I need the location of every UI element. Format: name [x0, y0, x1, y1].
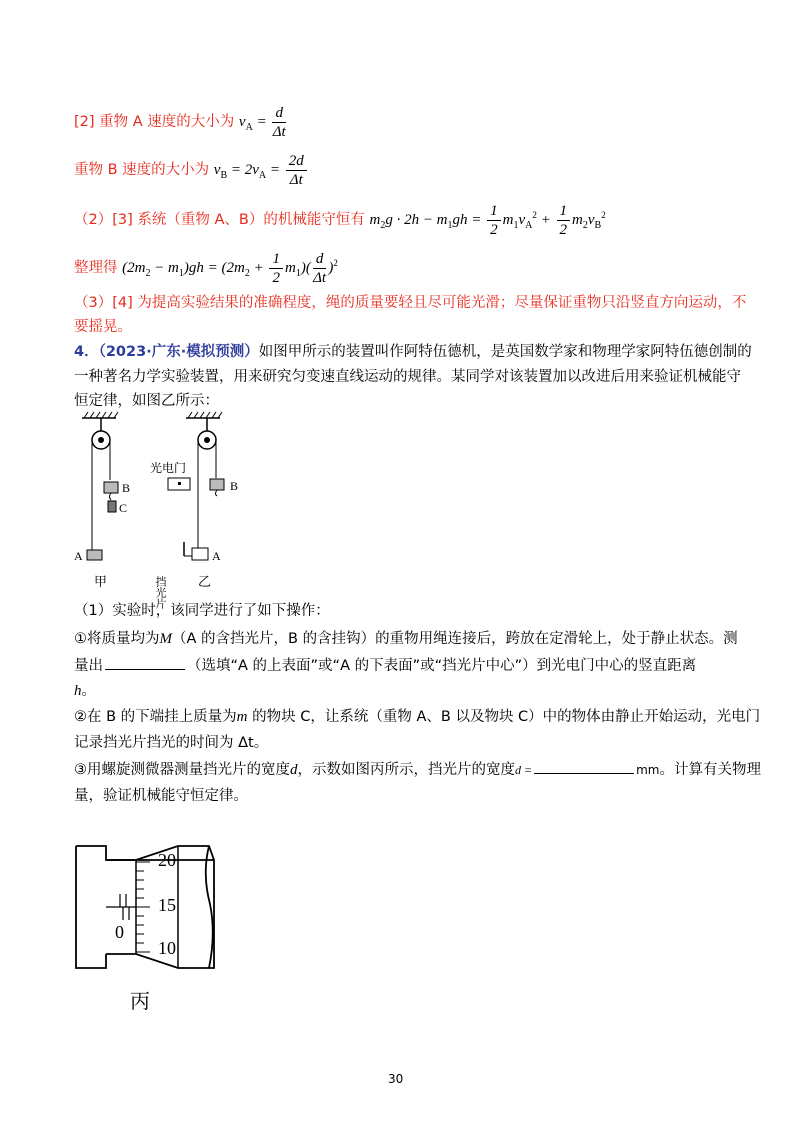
- atwood-machine-figure: [74, 410, 274, 609]
- formula-vb: $v_B = 2v_A$ = $\frac{2d}{\Delta t}$: [214, 162, 309, 178]
- label-b-yi: B: [230, 479, 239, 493]
- step-text: （选填“A 的上表面”或“A 的下表面”或“挡光片中心”）到光电门中心的竖直距离: [187, 658, 697, 674]
- question-text: 如图甲所示的装置叫作阿特伍德机，是英国数学家和物理学家阿特伍德创制的: [258, 344, 752, 360]
- label-c-jia: C: [119, 501, 128, 515]
- step1-line-c: [74, 680, 96, 702]
- step1-line-b: [74, 655, 696, 677]
- question-intro-2: 一种著名力学实验装置，用来研究匀变速直线运动的规律。某同学对该装置加以改进后用来验证机械能守: [74, 369, 741, 385]
- label-b-jia: B: [122, 481, 131, 495]
- label-photogate: 光电门: [150, 461, 187, 475]
- formula-energy: $m_2g \cdot 2h - m_1gh$ = $\frac{1}{2}$ $m_1v_A^2$ + $\frac{1}{2}$ $m_2v_B^2$: [369, 203, 606, 238]
- formula-va: $v_A$ = $\frac{d}{\Delta t}$: [238, 105, 286, 140]
- block-b-jia: [104, 482, 118, 493]
- step-text: 的物块 C，让系统（重物 A、B 以及物块 C）中的物体由静止开始运动，光电门: [247, 709, 761, 725]
- tick-label-15: 15: [158, 895, 176, 915]
- answer-text: [2] 重物 A 速度的大小为: [74, 113, 235, 130]
- answer-text: 重物 B 速度的大小为: [74, 161, 210, 178]
- tick-label-20: 20: [158, 850, 176, 870]
- step1-line-a: [74, 628, 738, 650]
- block-a-jia: [87, 550, 102, 560]
- question-intro-1: [74, 341, 752, 363]
- question-intro-3: 恒定律，如图乙所示：: [74, 393, 219, 409]
- label-a-jia: A: [74, 549, 83, 563]
- answer-text: （2）[3] 系统（重物 A、B）的机械能守恒有: [74, 211, 365, 228]
- question-number: 4．: [74, 344, 99, 360]
- var-m-upper: M: [159, 631, 172, 647]
- block-b-yi: [210, 479, 224, 490]
- step-text: 。计算有关物理: [659, 762, 761, 778]
- step-text: ，示数如图丙所示，挡光片的宽度: [297, 762, 515, 778]
- step2-line-a: [74, 706, 760, 728]
- page-number: 30: [388, 1072, 404, 1086]
- answer-line-5: （3）[4] 为提高实验结果的准确程度，绳的质量要轻且尽可能光滑；尽量保证重物只沿竖直方向运动，不: [74, 295, 747, 311]
- var-m-lower: m: [236, 709, 248, 725]
- block-a-yi: [192, 548, 208, 560]
- question-source: （2023·广东·模拟预测）: [98, 344, 259, 360]
- block-c-jia: [108, 501, 116, 512]
- label-yi: 乙: [198, 574, 212, 589]
- answer-text: 整理得: [74, 259, 118, 276]
- step-text: 量出: [74, 658, 103, 674]
- var-d: d: [290, 762, 298, 778]
- step-text: ①将质量均为: [74, 631, 160, 647]
- var-d-eq: d =: [515, 763, 533, 777]
- answer-line-4: [74, 250, 338, 287]
- answer-blank-1[interactable]: [105, 655, 185, 670]
- formula-simplified: $(2m_2 - m_1)gh = (2m_2$ + $\frac{1}{2}$ $m_1$)( $\frac{d}{\Delta t}$ )$^2$: [122, 251, 338, 286]
- step-text: ②在 B 的下端挂上质量为: [74, 709, 237, 725]
- label-a-yi: A: [212, 549, 221, 563]
- step-text: （A 的含挡光片，B 的含挂钩）的重物用绳连接后，跨放在定滑轮上，处于静止状态。测: [172, 631, 738, 647]
- answer-line-2: [74, 152, 309, 189]
- answer-blank-2[interactable]: [534, 759, 634, 774]
- step-text: 。: [81, 683, 96, 699]
- step3-line-a: [74, 759, 761, 781]
- step2-line-b: 记录挡光片挡光的时间为 Δt。: [74, 735, 269, 751]
- part1-title: （1）实验时，该同学进行了如下操作：: [74, 603, 330, 619]
- answer-line-1: [74, 104, 288, 141]
- label-bing: 丙: [130, 991, 150, 1013]
- var-h: h: [74, 683, 82, 699]
- label-jia: 甲: [94, 574, 108, 589]
- micrometer-figure: [74, 834, 224, 1014]
- step3-line-b: 量，验证机械能守恒定律。: [74, 788, 248, 804]
- tick-label-10: 10: [158, 938, 176, 958]
- label-shade-plate: 挡光片: [154, 576, 166, 609]
- answer-line-3: [74, 202, 606, 239]
- answer-line-6: 要摇晃。: [74, 319, 132, 335]
- tick-label-0: 0: [115, 922, 124, 942]
- step-text: ③用螺旋测微器测量挡光片的宽度: [74, 762, 290, 778]
- unit-mm: mm: [636, 763, 660, 777]
